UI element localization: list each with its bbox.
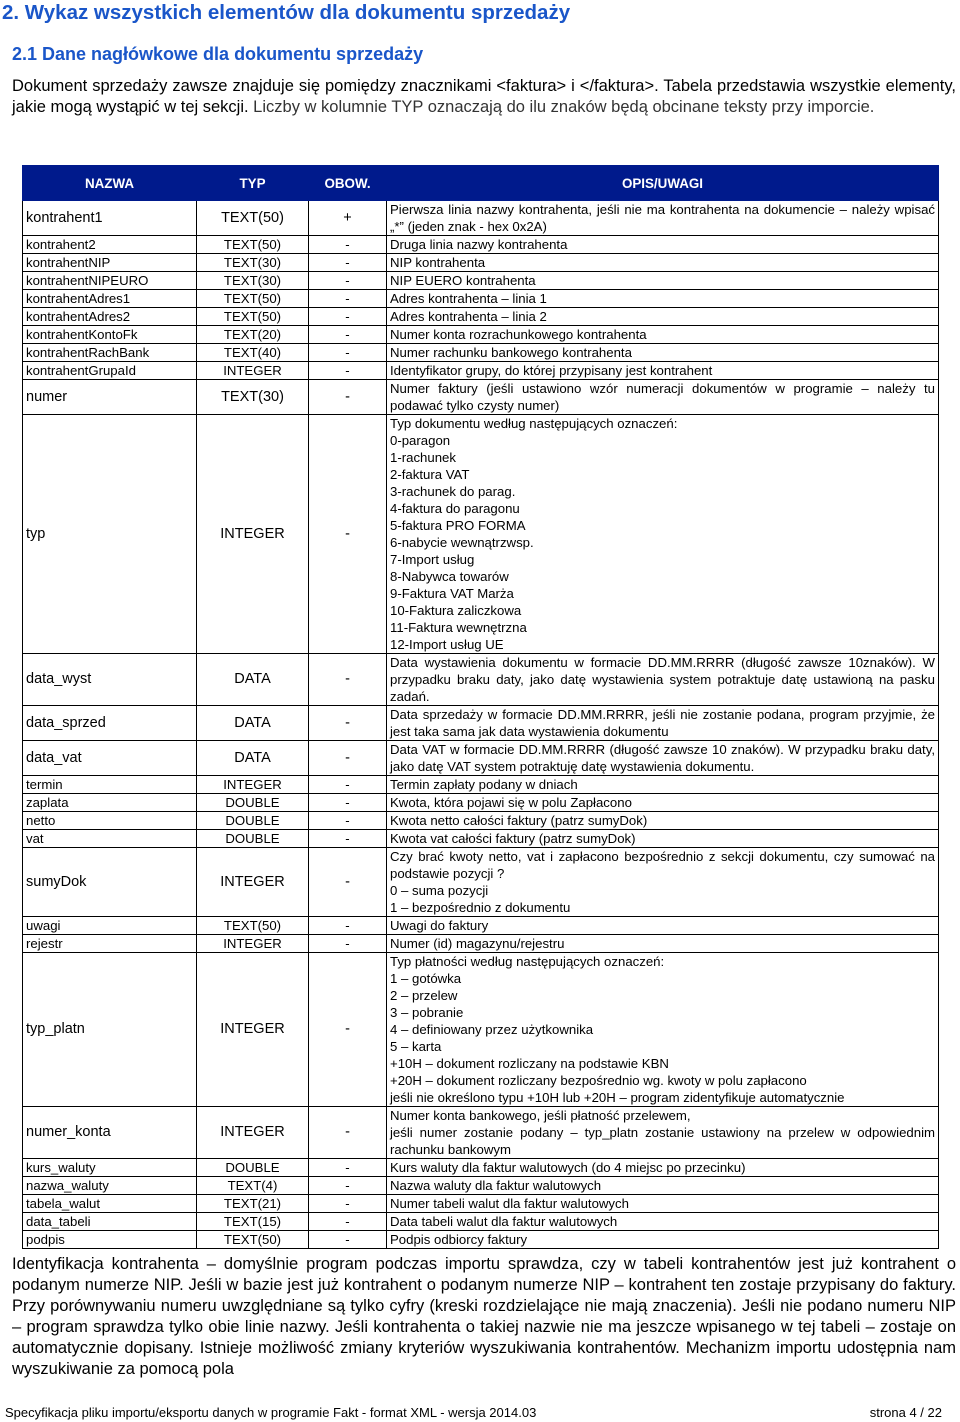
cell-required: -	[309, 236, 387, 254]
cell-required: -	[309, 380, 387, 415]
table-header-row	[23, 166, 939, 201]
cell-name: kontrahentGrupaId	[23, 362, 197, 380]
cell-description: Kwota vat całości faktury (patrz sumyDok)	[387, 830, 939, 848]
cell-type: TEXT(15)	[197, 1213, 309, 1231]
cell-type: TEXT(50)	[197, 917, 309, 935]
header-description: OPIS/UWAGI	[387, 166, 939, 201]
cell-type: TEXT(4)	[197, 1177, 309, 1195]
cell-required: -	[309, 1107, 387, 1159]
cell-description: Numer faktury (jeśli ustawiono wzór numeracji dokumentów w programie – należy tu podawać tylko czysty numer)	[387, 380, 939, 415]
cell-required: -	[309, 254, 387, 272]
cell-name: tabela_walut	[23, 1195, 197, 1213]
cell-required: -	[309, 1231, 387, 1249]
cell-type: TEXT(30)	[197, 272, 309, 290]
intro-text-part2: Liczby w kolumnie TYP oznaczają do ilu znaków będą obcinane teksty przy imporcie.	[248, 98, 875, 116]
cell-required: -	[309, 326, 387, 344]
intro-text-part1: Dokument sprzedaży zawsze znajduje się pomiędzy znacznikami <faktura> i </faktura>. Tabela przedstawia wszystkie elementy, jakie mogą wystąpić w tej sekcji.	[12, 77, 956, 116]
footer-document-title: Specyfikacja pliku importu/eksportu danych w programie Fakt - format XML - wersja 2014.03	[5, 1405, 537, 1420]
cell-description: Data VAT w formacie DD.MM.RRRR (długość zawsze 10 znaków). W przypadku braku daty, jako datę VAT system potraktuję datę wystawienia dokumentu.	[387, 741, 939, 776]
subsection-heading: 2.1 Dane nagłówkowe dla dokumentu sprzedaży	[12, 44, 424, 64]
cell-type: INTEGER	[197, 1107, 309, 1159]
cell-type: DOUBLE	[197, 830, 309, 848]
cell-name: data_vat	[23, 741, 197, 776]
cell-name: numer	[23, 380, 197, 415]
cell-description: Typ płatności według następujących oznaczeń: 1 – gotówka 2 – przelew 3 – pobranie 4 – definiowany przez użytkownika 5 – karta +10H – dokument rozliczany na podstawie KBN +20H – dokument rozliczany bezpośrednio wg. kwoty w polu zapłacono jeśli nie określono typu +10H lub +20H – program zidentyfikuje automatycznie	[387, 953, 939, 1107]
cell-required: +	[309, 201, 387, 236]
table-row	[23, 848, 939, 917]
cell-description: Podpis odbiorcy faktury	[387, 1231, 939, 1249]
cell-type: DATA	[197, 706, 309, 741]
cell-name: typ_platn	[23, 953, 197, 1107]
table-row	[23, 1231, 939, 1249]
table-row	[23, 308, 939, 326]
cell-description: Typ dokumentu według następujących oznaczeń: 0-paragon 1-rachunek 2-faktura VAT 3-rachunek do parag. 4-faktura do paragonu 5-faktura PRO FORMA 6-nabycie wewnątrzwsp. 7-Import usług 8-Nabywca towarów 9-Faktura VAT Marża 10-Faktura zaliczkowa 11-Faktura wewnętrzna 12-Import usług UE	[387, 415, 939, 654]
cell-name: nazwa_waluty	[23, 1177, 197, 1195]
cell-type: DATA	[197, 741, 309, 776]
table-row	[23, 654, 939, 706]
table-row	[23, 201, 939, 236]
table-row	[23, 935, 939, 953]
cell-required: -	[309, 830, 387, 848]
cell-type: INTEGER	[197, 776, 309, 794]
cell-name: vat	[23, 830, 197, 848]
cell-description: Numer rachunku bankowego kontrahenta	[387, 344, 939, 362]
table-row	[23, 344, 939, 362]
cell-type: INTEGER	[197, 415, 309, 654]
cell-required: -	[309, 308, 387, 326]
table-row	[23, 741, 939, 776]
cell-required: -	[309, 1177, 387, 1195]
cell-description: Kurs waluty dla faktur walutowych (do 4 miejsc po przecinku)	[387, 1159, 939, 1177]
cell-required: -	[309, 362, 387, 380]
cell-type: TEXT(50)	[197, 236, 309, 254]
table-row	[23, 706, 939, 741]
cell-description: Czy brać kwoty netto, vat i zapłacono bezpośrednio z sekcji dokumentu, czy sumować na podstawie pozycji ? 0 – suma pozycji 1 – bezpośrednio z dokumentu	[387, 848, 939, 917]
cell-type: TEXT(30)	[197, 380, 309, 415]
intro-paragraph	[12, 76, 956, 118]
cell-description: NIP EUERO kontrahenta	[387, 272, 939, 290]
cell-description: Identyfikator grupy, do której przypisany jest kontrahent	[387, 362, 939, 380]
cell-name: kontrahentRachBank	[23, 344, 197, 362]
cell-required: -	[309, 706, 387, 741]
cell-name: data_sprzed	[23, 706, 197, 741]
cell-description: Kwota, która pojawi się w polu Zapłacono	[387, 794, 939, 812]
cell-required: -	[309, 654, 387, 706]
cell-type: TEXT(50)	[197, 308, 309, 326]
table-row	[23, 254, 939, 272]
cell-required: -	[309, 776, 387, 794]
cell-description: Data sprzedaży w formacie DD.MM.RRRR, jeśli nie zostanie podana, program przyjmie, że jest taka sama jak data wystawienia dokumentu	[387, 706, 939, 741]
table-row	[23, 326, 939, 344]
cell-required: -	[309, 917, 387, 935]
cell-description: Adres kontrahenta – linia 1	[387, 290, 939, 308]
cell-type: TEXT(50)	[197, 201, 309, 236]
cell-name: kurs_waluty	[23, 1159, 197, 1177]
footer-page-number: strona 4 / 22	[869, 1405, 942, 1420]
outro-paragraph: Identyfikacja kontrahenta – domyślnie program podczas importu sprawdza, czy w tabeli kontrahentów jest już kontrahent o podanym numerze NIP. Jeśli w bazie jest już kontrahent o podanym numerze NIP – kontrahent ten zostaje przypisany do faktury. Przy porównywaniu numeru uwzględniane są tylko cyfry (kreski rozdzielające nie mają znaczenia). Jeśli nie podano numeru NIP – program sprawdza tylko obie linie nazwy. Jeśli kontrahenta o takiej nazwie nie ma jeszcze wpisanego w tej tabeli – zostaje on automatycznie dopisany. Istnieje możliwość zmiany kryteriów wyszukiwania kontrahentów. Mechanizm importu udostępnia nam wyszukiwanie za pomocą pola	[12, 1255, 956, 1378]
cell-type: TEXT(50)	[197, 1231, 309, 1249]
header-required: OBOW.	[309, 166, 387, 201]
cell-type: INTEGER	[197, 362, 309, 380]
cell-description: Kwota netto całości faktury (patrz sumyDok)	[387, 812, 939, 830]
cell-name: numer_konta	[23, 1107, 197, 1159]
cell-name: kontrahentNIP	[23, 254, 197, 272]
table-row	[23, 290, 939, 308]
cell-required: -	[309, 953, 387, 1107]
header-type: TYP	[197, 166, 309, 201]
cell-name: kontrahent1	[23, 201, 197, 236]
cell-name: data_wyst	[23, 654, 197, 706]
cell-type: INTEGER	[197, 935, 309, 953]
table-row	[23, 812, 939, 830]
cell-name: podpis	[23, 1231, 197, 1249]
table-row	[23, 415, 939, 654]
cell-name: kontrahent2	[23, 236, 197, 254]
cell-description: NIP kontrahenta	[387, 254, 939, 272]
cell-description: Numer (id) magazynu/rejestru	[387, 935, 939, 953]
cell-name: rejestr	[23, 935, 197, 953]
cell-name: kontrahentAdres2	[23, 308, 197, 326]
header-name: NAZWA	[23, 166, 197, 201]
table-row	[23, 272, 939, 290]
table-row	[23, 830, 939, 848]
cell-description: Druga linia nazwy kontrahenta	[387, 236, 939, 254]
cell-type: TEXT(50)	[197, 290, 309, 308]
cell-type: DATA	[197, 654, 309, 706]
cell-name: termin	[23, 776, 197, 794]
cell-name: typ	[23, 415, 197, 654]
cell-description: Numer tabeli walut dla faktur walutowych	[387, 1195, 939, 1213]
cell-type: INTEGER	[197, 953, 309, 1107]
cell-name: netto	[23, 812, 197, 830]
cell-required: -	[309, 848, 387, 917]
cell-description: Data wystawienia dokumentu w formacie DD.MM.RRRR (długość zawsze 10znaków). W przypadku braku daty, jako datę wystawienia system potraktuje datę ustawioną na pasku zadań.	[387, 654, 939, 706]
cell-required: -	[309, 794, 387, 812]
cell-type: INTEGER	[197, 848, 309, 917]
cell-name: sumyDok	[23, 848, 197, 917]
cell-required: -	[309, 344, 387, 362]
cell-type: TEXT(20)	[197, 326, 309, 344]
cell-required: -	[309, 1213, 387, 1231]
table-row	[23, 1177, 939, 1195]
cell-description: Termin zapłaty podany w dniach	[387, 776, 939, 794]
cell-required: -	[309, 812, 387, 830]
table-row	[23, 362, 939, 380]
cell-name: kontrahentAdres1	[23, 290, 197, 308]
table-row	[23, 917, 939, 935]
cell-required: -	[309, 272, 387, 290]
cell-description: Uwagi do faktury	[387, 917, 939, 935]
cell-name: data_tabeli	[23, 1213, 197, 1231]
cell-description: Numer konta bankowego, jeśli płatność przelewem, jeśli numer zostanie podany – typ_platn zostanie ustawiony na przelew w odpowiednim rachunku bankowym	[387, 1107, 939, 1159]
cell-required: -	[309, 1159, 387, 1177]
cell-required: -	[309, 290, 387, 308]
cell-type: TEXT(40)	[197, 344, 309, 362]
table-row	[23, 1159, 939, 1177]
table-row	[23, 776, 939, 794]
table-row	[23, 1213, 939, 1231]
cell-type: TEXT(30)	[197, 254, 309, 272]
cell-description: Numer konta rozrachunkowego kontrahenta	[387, 326, 939, 344]
cell-name: uwagi	[23, 917, 197, 935]
cell-required: -	[309, 1195, 387, 1213]
cell-required: -	[309, 415, 387, 654]
table-row	[23, 953, 939, 1107]
table-row	[23, 380, 939, 415]
table-body	[23, 201, 939, 1249]
table-row	[23, 1195, 939, 1213]
cell-name: zaplata	[23, 794, 197, 812]
section-heading: 2. Wykaz wszystkich elementów dla dokumentu sprzedaży	[2, 1, 571, 24]
cell-required: -	[309, 935, 387, 953]
cell-description: Pierwsza linia nazwy kontrahenta, jeśli nie ma kontrahenta na dokumencie – należy wpisać „*” (jeden znak - hex 0x2A)	[387, 201, 939, 236]
table-row	[23, 794, 939, 812]
table-row	[23, 236, 939, 254]
cell-type: TEXT(21)	[197, 1195, 309, 1213]
cell-type: DOUBLE	[197, 812, 309, 830]
cell-description: Data tabeli walut dla faktur walutowych	[387, 1213, 939, 1231]
cell-required: -	[309, 741, 387, 776]
cell-description: Adres kontrahenta – linia 2	[387, 308, 939, 326]
cell-type: DOUBLE	[197, 1159, 309, 1177]
elements-table	[22, 165, 939, 1249]
cell-type: DOUBLE	[197, 794, 309, 812]
cell-name: kontrahentNIPEURO	[23, 272, 197, 290]
cell-name: kontrahentKontoFk	[23, 326, 197, 344]
table-row	[23, 1107, 939, 1159]
cell-description: Nazwa waluty dla faktur walutowych	[387, 1177, 939, 1195]
